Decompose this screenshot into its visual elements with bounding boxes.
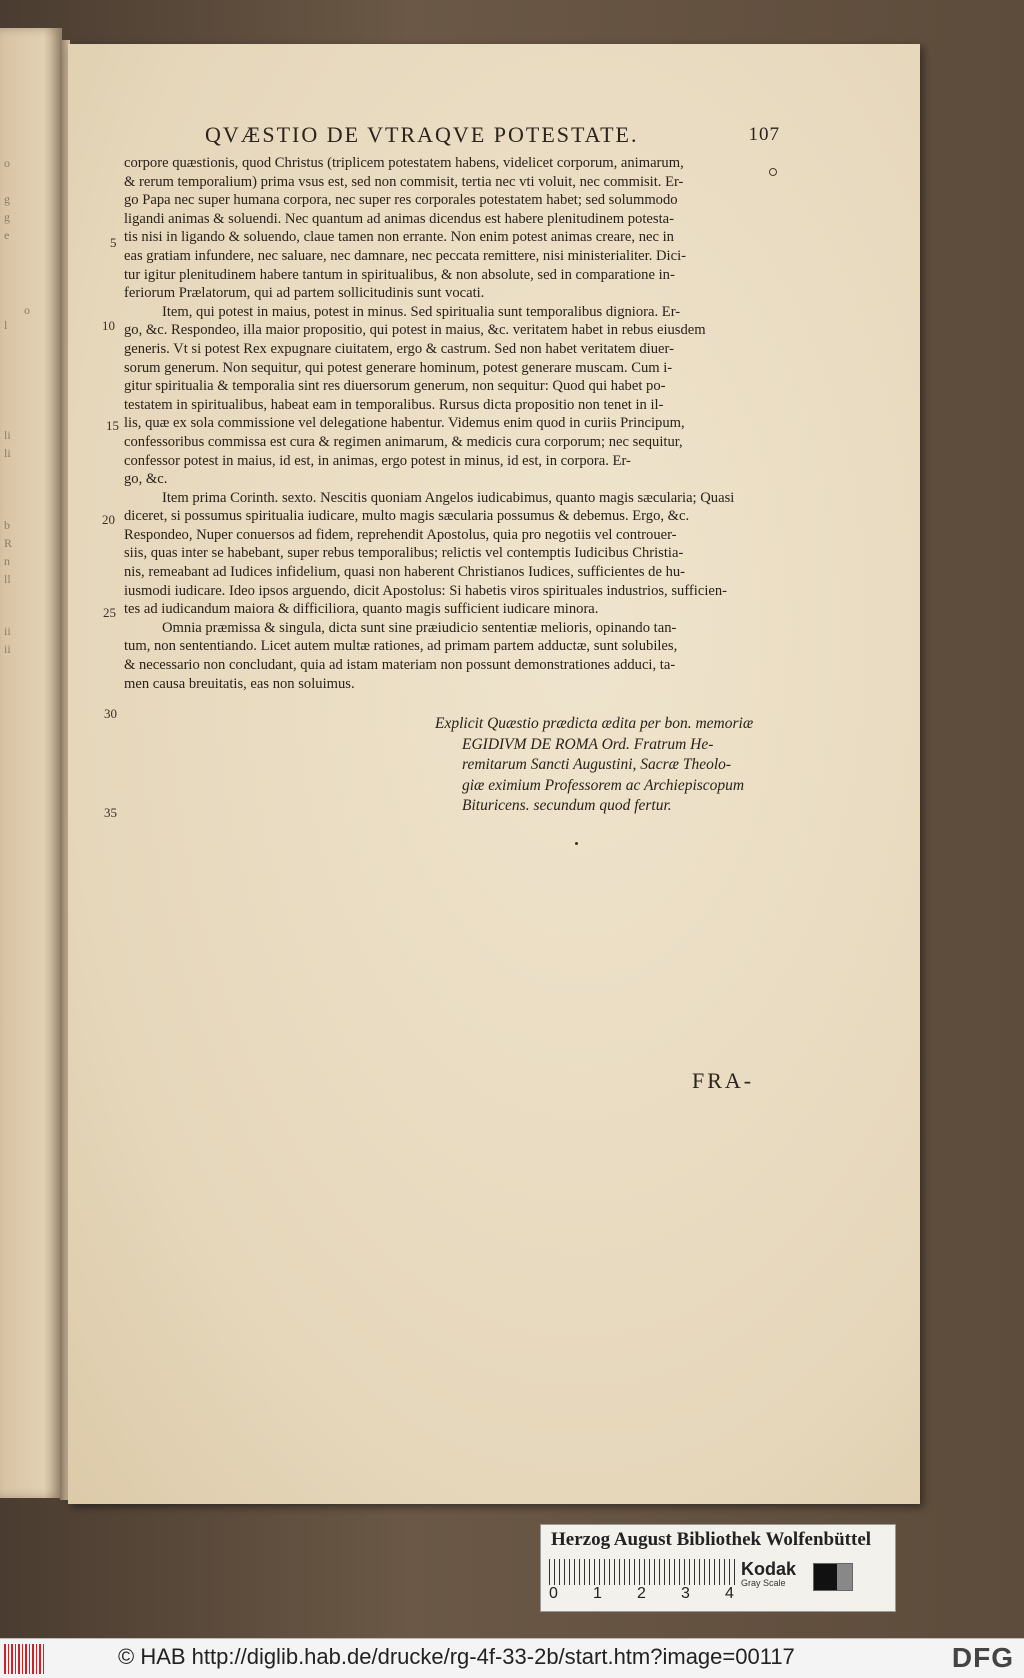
line-number: 5 (110, 235, 117, 250)
footer-bar (0, 1638, 1024, 1678)
ruler-number: 2 (637, 1585, 646, 1602)
ruler-number: 0 (549, 1585, 558, 1602)
line-number: 15 (106, 418, 119, 433)
text-line: sorum generum. Non sequitur, qui potest generare hominum, potest generare muscam. Cum i- (124, 359, 673, 376)
line-number: 20 (102, 512, 115, 527)
line-number: 10 (102, 318, 115, 333)
margin-mark: b (4, 518, 10, 532)
margin-mark: ii (4, 624, 11, 638)
text-line: Respondeo, Nuper conuersos ad fidem, reprehendit Apostolus, quia pro negotiis vel controuer- (124, 526, 677, 543)
gray-swatch (813, 1563, 853, 1591)
page-number: 107 (748, 124, 780, 145)
text-line: go Papa nec super humana corpora, nec super res corporales potestatem habet; sed solummodo (124, 192, 678, 209)
margin-mark: o (24, 303, 30, 317)
text-line: ligandi animas & soluendi. Nec quantum ad animas dicendus est habere plenitudinem potesta- (124, 210, 674, 227)
line-number: 30 (104, 706, 117, 721)
margin-mark: e (4, 228, 10, 242)
text-line: tis nisi in ligando & soluendo, claue tamen non errante. Non enim potest animas creare, nec in (124, 229, 674, 246)
explicit-line: EGIDIVM DE ROMA Ord. Fratrum He- (462, 735, 714, 753)
source-url-link[interactable]: © HAB http://diglib.hab.de/drucke/rg-4f-33-2b/start.htm?image=00117 (118, 1644, 795, 1669)
kodak-brand: Kodak (741, 1559, 797, 1579)
text-line: Item, qui potest in maius, potest in minus. Sed spiritualia sunt temporalibus digniora. Er- (162, 303, 681, 320)
text-line: siis, quas inter se habebant, super rebus temporalibus; relictis vel contemptis Iudicibus Christia- (124, 545, 684, 562)
hab-logo-icon (4, 1644, 46, 1674)
margin-mark: o (4, 156, 10, 170)
main-text-block (124, 154, 770, 693)
text-line: feriorum Prælatorum, qui ad partem sollicitudinis sunt vocati. (124, 285, 485, 302)
explicit-line: Explicit Quæstio prædicta ædita per bon. memoriæ (435, 715, 754, 732)
line-number: 35 (104, 805, 117, 820)
explicit-colophon (435, 714, 775, 817)
previous-page-edge (0, 28, 62, 1498)
kodak-label (741, 1559, 796, 1588)
text-line: go, &c. (124, 471, 168, 488)
text-line: corpore quæstionis, quod Christus (triplicem potestatem habens, videlicet corporum, animarum, (124, 155, 684, 171)
text-line: nis, remeabant ad Iudices infidelium, quasi non haberent Christianos Iudices, sufficientes de hu- (124, 564, 686, 581)
line-number: 25 (103, 605, 116, 620)
margin-mark: li (4, 446, 11, 460)
dfg-logo: DFG (951, 1642, 1014, 1673)
running-header (205, 122, 780, 152)
text-line: generis. Vt si potest Rex expugnare ciuitatem, ergo & castrum. Sed non habet veritatem diuer- (124, 340, 674, 357)
text-line: eas gratiam infundere, nec saluare, nec damnare, nec peccata remittere, nisi ministerialiter. Dici- (124, 247, 686, 264)
page-title: QVÆSTIO DE VTRAQVE POTESTATE. (205, 122, 639, 147)
margin-mark: g (4, 210, 10, 224)
color-calibration-card (540, 1524, 896, 1612)
text-line: & necessario non concludant, quia ad istam materiam non possunt demonstrationes adduci, ta- (124, 657, 676, 674)
margin-mark: li (4, 428, 11, 442)
text-line: Item prima Corinth. sexto. Nescitis quoniam Angelos iudicabimus, quanto magis sæcularia; Quasi (162, 489, 735, 506)
text-line: confessoribus commissa est cura & regimen animarum, & medicis cura corporum; nec sequitur, (124, 433, 683, 450)
margin-mark: l (4, 318, 8, 332)
library-label: Herzog August Bibliothek Wolfenbüttel (551, 1529, 872, 1550)
text-line: iusmodi iudicare. Ideo ipsos arguendo, dicit Apostolus: Si habetis viros spirituales industrios, sufficien- (124, 582, 728, 599)
text-line: men causa breuitatis, eas non soluimus. (124, 675, 355, 692)
text-line: diceret, si possumus spiritualia iudicare, multo magis sæcularia possumus & debemus. Ergo, &c. (124, 508, 690, 525)
margin-mark: n (4, 554, 10, 568)
explicit-line: giæ eximium Professorem ac Archiepiscopum (462, 776, 745, 794)
margin-mark: ll (4, 572, 11, 586)
ink-dot (575, 842, 578, 845)
text-line: tur igitur plenitudinem habere tantum in spiritualibus, & non absolute, sed in comparatione in- (124, 266, 675, 283)
ink-mark (769, 168, 777, 176)
margin-mark: g (4, 192, 10, 206)
ruler-number: 3 (681, 1585, 690, 1602)
text-line: testatem in spiritualibus, habeat eam in temporalibus. Rursus dicta propositio non tenet in il- (124, 396, 664, 413)
text-line: & rerum temporalium) prima vsus est, sed non commisit, tertia nec vti voluit, nec commisit. Er- (124, 173, 684, 190)
text-line: tes ad iudicandum maiora & difficiliora, quanto magis sufficient iudicare minora. (124, 601, 599, 618)
explicit-line: remitarum Sancti Augustini, Sacræ Theolo- (462, 756, 732, 773)
ruler-scale (549, 1559, 739, 1585)
text-line: lis, quæ ex sola commissione vel delegatione habentur. Videmus enim quod in curiis Principum, (124, 415, 685, 432)
text-line: go, &c. Respondeo, illa maior propositio, qui potest in maius, &c. veritatem habet in rebus eiusdem (124, 322, 706, 339)
text-line: Omnia præmissa & singula, dicta sunt sine præiudicio sententiæ melioris, opinando tan- (162, 619, 677, 636)
explicit-line: Bituricens. secundum quod fertur. (462, 797, 672, 814)
ruler-number: 4 (725, 1585, 734, 1602)
text-line: confessor potest in maius, id est, in animas, ergo potest in minus, id est, in corpora. Er- (124, 452, 631, 469)
text-line: tum, non sententiando. Licet autem multæ rationes, ad primam partem adductæ, sunt solubiles, (124, 638, 678, 655)
margin-mark: ii (4, 642, 11, 656)
kodak-subtitle: Gray Scale (741, 1578, 786, 1588)
catchword: FRA- (692, 1068, 755, 1093)
ruler-number: 1 (593, 1585, 602, 1602)
text-line: gitur spiritualia & temporalia sint res diuersorum generum, non sequitur: Quod qui habet po- (124, 378, 666, 395)
margin-mark: R (4, 536, 13, 550)
